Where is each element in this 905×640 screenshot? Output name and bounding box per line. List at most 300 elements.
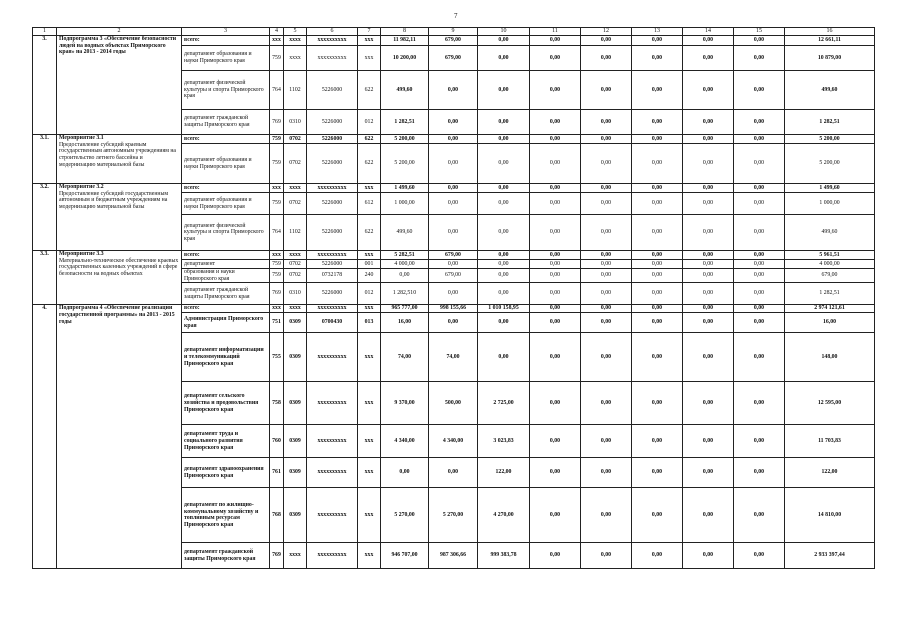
value-cell: 499,60 <box>381 71 429 110</box>
value-cell: 0,00 <box>478 333 530 382</box>
value-cell: 0,00 <box>632 135 683 144</box>
value-cell: 0,00 <box>734 251 785 260</box>
value-cell: 0,00 <box>429 215 478 251</box>
value-cell: 012 <box>358 283 381 305</box>
value-cell: 1 000,00 <box>381 193 429 215</box>
value-cell: 0,00 <box>632 382 683 425</box>
value-cell: 0,00 <box>581 488 632 543</box>
value-cell: 1102 <box>284 71 307 110</box>
value-cell: xxxx <box>284 46 307 71</box>
value-cell: 0,00 <box>429 193 478 215</box>
value-cell: 500,00 <box>429 382 478 425</box>
value-cell: 16,00 <box>785 313 875 333</box>
recipient-cell: департамент здравоохранения Приморского края <box>182 458 270 488</box>
value-cell: 0,00 <box>632 36 683 46</box>
value-cell: 0,00 <box>683 215 734 251</box>
group-total-row <box>33 251 875 260</box>
value-cell: 0,00 <box>632 333 683 382</box>
value-cell: 0,00 <box>530 313 581 333</box>
value-cell: 013 <box>358 313 381 333</box>
value-cell: 0,00 <box>429 283 478 305</box>
value-cell: 0,00 <box>632 144 683 184</box>
value-cell: 2 725,00 <box>478 382 530 425</box>
value-cell: 0732178 <box>307 269 358 283</box>
item-title: Подпрограмма 4 «Обеспечение реализации государственной программы» на 2013 - 2015 годы <box>59 305 175 325</box>
value-cell: 0,00 <box>683 135 734 144</box>
header-cell: 16 <box>785 28 875 36</box>
value-cell: 0,00 <box>632 488 683 543</box>
value-cell: 965 777,00 <box>381 305 429 313</box>
value-cell: 764 <box>270 215 284 251</box>
value-cell: 012 <box>358 110 381 135</box>
item-description <box>57 184 182 251</box>
value-cell: xxxxxxxxxx <box>307 36 358 46</box>
value-cell: 5226000 <box>307 283 358 305</box>
value-cell: xxx <box>358 251 381 260</box>
value-cell: 0,00 <box>632 305 683 313</box>
value-cell: 0,00 <box>734 543 785 569</box>
value-cell: 5226000 <box>307 71 358 110</box>
value-cell: 14 810,00 <box>785 488 875 543</box>
value-cell: 0700430 <box>307 313 358 333</box>
value-cell: 0,00 <box>478 215 530 251</box>
item-number: 4. <box>33 305 57 569</box>
value-cell: 0,00 <box>429 144 478 184</box>
item-title: Мероприятие 3.3 <box>59 251 104 257</box>
value-cell: 0,00 <box>632 458 683 488</box>
value-cell: 0,00 <box>734 269 785 283</box>
value-cell: 0,00 <box>683 260 734 269</box>
header-row <box>33 28 875 36</box>
value-cell: 0,00 <box>683 144 734 184</box>
item-description <box>57 251 182 305</box>
value-cell: 0,00 <box>581 269 632 283</box>
value-cell: 0,00 <box>683 184 734 193</box>
value-cell: 0,00 <box>478 269 530 283</box>
item-description <box>57 135 182 184</box>
value-cell: xxxxxxxxxx <box>307 251 358 260</box>
header-cell: 1 <box>33 28 57 36</box>
recipient-cell: департамент гражданской защиты Приморского края <box>182 283 270 305</box>
value-cell: 10 879,00 <box>785 46 875 71</box>
value-cell: 0,00 <box>478 110 530 135</box>
value-cell: xxxx <box>284 543 307 569</box>
value-cell: 3 023,83 <box>478 425 530 458</box>
value-cell: 0,00 <box>530 110 581 135</box>
value-cell: 0,00 <box>581 193 632 215</box>
value-cell: 0,00 <box>734 46 785 71</box>
value-cell: 0,00 <box>683 251 734 260</box>
value-cell: 5226000 <box>307 135 358 144</box>
value-cell: 0,00 <box>429 71 478 110</box>
value-cell: 0,00 <box>734 333 785 382</box>
recipient-cell: департамент образования и науки Приморского края <box>182 144 270 184</box>
value-cell: xxx <box>358 46 381 71</box>
value-cell: xxxx <box>284 36 307 46</box>
value-cell: xxxxxxxxxx <box>307 184 358 193</box>
item-details: Предоставление субсидий государственным автономным и бюджетным учреждениям на модернизацию материальной базы <box>59 190 169 210</box>
group-total-row <box>33 135 875 144</box>
value-cell: 0,00 <box>478 71 530 110</box>
value-cell: 0,00 <box>530 46 581 71</box>
value-cell: 11 982,11 <box>381 36 429 46</box>
value-cell: 0,00 <box>478 184 530 193</box>
value-cell: 11 703,83 <box>785 425 875 458</box>
value-cell: 0,00 <box>429 313 478 333</box>
value-cell: 0309 <box>284 313 307 333</box>
header-cell: 11 <box>530 28 581 36</box>
value-cell: 0,00 <box>581 215 632 251</box>
value-cell: 12 595,00 <box>785 382 875 425</box>
value-cell: 758 <box>270 382 284 425</box>
value-cell: 0,00 <box>683 313 734 333</box>
value-cell: 1 282,510 <box>381 283 429 305</box>
group-total-row <box>33 305 875 313</box>
value-cell: 0,00 <box>581 313 632 333</box>
value-cell: 0,00 <box>581 543 632 569</box>
value-cell: xxxxxxxxxx <box>307 305 358 313</box>
item-number: 3.2. <box>33 184 57 251</box>
value-cell: 5 200,00 <box>381 135 429 144</box>
recipient-cell: департамент <box>182 260 270 269</box>
value-cell: 612 <box>358 193 381 215</box>
value-cell: 769 <box>270 543 284 569</box>
value-cell: xxx <box>270 251 284 260</box>
value-cell: xxxxxxxxxx <box>307 543 358 569</box>
value-cell: xxx <box>358 333 381 382</box>
value-cell: 0,00 <box>478 36 530 46</box>
value-cell: 74,00 <box>381 333 429 382</box>
value-cell: 2 974 121,61 <box>785 305 875 313</box>
value-cell: 761 <box>270 458 284 488</box>
value-cell: 0,00 <box>530 425 581 458</box>
value-cell: 998 155,66 <box>429 305 478 313</box>
header-cell: 10 <box>478 28 530 36</box>
value-cell: 0,00 <box>381 269 429 283</box>
value-cell: 0,00 <box>381 458 429 488</box>
header-cell: 14 <box>683 28 734 36</box>
value-cell: xxx <box>358 382 381 425</box>
value-cell: 0,00 <box>530 144 581 184</box>
value-cell: 0702 <box>284 144 307 184</box>
value-cell: 5 961,51 <box>785 251 875 260</box>
value-cell: 5 270,00 <box>381 488 429 543</box>
value-cell: 0310 <box>284 283 307 305</box>
item-description <box>57 305 182 569</box>
value-cell: 4 000,00 <box>785 260 875 269</box>
value-cell: 622 <box>358 135 381 144</box>
value-cell: 0,00 <box>734 144 785 184</box>
value-cell: 622 <box>358 71 381 110</box>
value-cell: 0,00 <box>530 36 581 46</box>
value-cell: 751 <box>270 313 284 333</box>
value-cell: 0,00 <box>429 135 478 144</box>
value-cell: 499,60 <box>785 71 875 110</box>
value-cell: 759 <box>270 135 284 144</box>
value-cell: 759 <box>270 269 284 283</box>
value-cell: 1 499,60 <box>381 184 429 193</box>
value-cell: 0,00 <box>478 283 530 305</box>
value-cell: 759 <box>270 46 284 71</box>
value-cell: xxxx <box>284 184 307 193</box>
value-cell: 0,00 <box>683 425 734 458</box>
header-cell: 9 <box>429 28 478 36</box>
page-number: 7 <box>454 12 458 20</box>
value-cell: 0,00 <box>530 251 581 260</box>
value-cell: 0,00 <box>734 184 785 193</box>
value-cell: 679,00 <box>429 46 478 71</box>
recipient-cell: департамент сельского хозяйства и продовольствия Приморского края <box>182 382 270 425</box>
value-cell: 10 200,00 <box>381 46 429 71</box>
value-cell: 1 499,60 <box>785 184 875 193</box>
item-title: Мероприятие 3.2 <box>59 184 104 190</box>
value-cell: 768 <box>270 488 284 543</box>
value-cell: 0,00 <box>530 283 581 305</box>
value-cell: 74,00 <box>429 333 478 382</box>
value-cell: 0,00 <box>530 135 581 144</box>
value-cell: 0,00 <box>581 71 632 110</box>
value-cell: 5 200,00 <box>381 144 429 184</box>
value-cell: 1102 <box>284 215 307 251</box>
value-cell: 769 <box>270 283 284 305</box>
value-cell: xxxxxxxxxx <box>307 333 358 382</box>
value-cell: xxx <box>358 305 381 313</box>
value-cell: 0,00 <box>683 283 734 305</box>
value-cell: 1 282,51 <box>785 283 875 305</box>
value-cell: 0,00 <box>581 135 632 144</box>
item-number: 3.1. <box>33 135 57 184</box>
value-cell: 5226000 <box>307 193 358 215</box>
recipient-cell: всего: <box>182 184 270 193</box>
value-cell: 0,00 <box>581 382 632 425</box>
value-cell: 5226000 <box>307 110 358 135</box>
value-cell: 1 282,51 <box>785 110 875 135</box>
value-cell: 0702 <box>284 260 307 269</box>
value-cell: 0,00 <box>478 46 530 71</box>
header-cell: 2 <box>57 28 182 36</box>
recipient-cell: всего: <box>182 135 270 144</box>
value-cell: 4 340,00 <box>429 425 478 458</box>
value-cell: 0,00 <box>734 260 785 269</box>
value-cell: 0,00 <box>632 251 683 260</box>
value-cell: 0,00 <box>530 333 581 382</box>
recipient-cell: всего: <box>182 305 270 313</box>
value-cell: 0,00 <box>734 313 785 333</box>
value-cell: 0309 <box>284 458 307 488</box>
value-cell: 0,00 <box>530 269 581 283</box>
value-cell: 0702 <box>284 135 307 144</box>
value-cell: 5226000 <box>307 260 358 269</box>
value-cell: xxxx <box>284 305 307 313</box>
value-cell: 4 340,00 <box>381 425 429 458</box>
value-cell: 5226000 <box>307 144 358 184</box>
recipient-cell: департамент образования и науки Приморского края <box>182 46 270 71</box>
value-cell: 755 <box>270 333 284 382</box>
recipient-cell: департамент физической культуры и спорта Приморского края <box>182 215 270 251</box>
item-title: Мероприятие 3.1 <box>59 135 104 141</box>
value-cell: 0,00 <box>683 333 734 382</box>
value-cell: 0702 <box>284 269 307 283</box>
value-cell: 0,00 <box>734 110 785 135</box>
item-number: 3. <box>33 36 57 135</box>
value-cell: 0,00 <box>632 215 683 251</box>
value-cell: 999 383,78 <box>478 543 530 569</box>
value-cell: 0,00 <box>581 458 632 488</box>
value-cell: 0,00 <box>734 283 785 305</box>
recipient-cell: департамент информатизации и телекоммуникаций Приморского края <box>182 333 270 382</box>
value-cell: 5226000 <box>307 215 358 251</box>
value-cell: 0,00 <box>734 36 785 46</box>
value-cell: 0,00 <box>581 184 632 193</box>
recipient-cell: департамент труда и социального развития Приморского края <box>182 425 270 458</box>
value-cell: 0,00 <box>530 260 581 269</box>
value-cell: 0,00 <box>683 458 734 488</box>
value-cell: 0,00 <box>478 135 530 144</box>
value-cell: 679,00 <box>429 36 478 46</box>
value-cell: 764 <box>270 71 284 110</box>
header-cell: 12 <box>581 28 632 36</box>
value-cell: 0,00 <box>683 382 734 425</box>
value-cell: 0,00 <box>683 36 734 46</box>
value-cell: 1 000,00 <box>785 193 875 215</box>
value-cell: 679,00 <box>429 251 478 260</box>
item-details: Материально-техническое обеспечение краевых государственных казенных учреждений в сфере безопасности на водных объектах <box>59 257 179 277</box>
value-cell: xxxxxxxxxx <box>307 488 358 543</box>
value-cell: 0310 <box>284 110 307 135</box>
value-cell: xxx <box>270 36 284 46</box>
value-cell: 0,00 <box>683 488 734 543</box>
item-title: Подпрограмма 3 «Обеспечение безопасности людей на водных объектах Приморского края» на 2013 - 2014 годы <box>59 36 177 56</box>
value-cell: 16,00 <box>381 313 429 333</box>
value-cell: 0,00 <box>581 283 632 305</box>
value-cell: 0,00 <box>683 110 734 135</box>
value-cell: 759 <box>270 193 284 215</box>
value-cell: 240 <box>358 269 381 283</box>
value-cell: 1 282,51 <box>381 110 429 135</box>
value-cell: 0,00 <box>632 543 683 569</box>
item-description <box>57 36 182 135</box>
value-cell: 0,00 <box>734 215 785 251</box>
header-cell: 15 <box>734 28 785 36</box>
header-cell: 6 <box>307 28 358 36</box>
recipient-cell: департамент физической культуры и спорта Приморского края <box>182 71 270 110</box>
value-cell: 9 370,00 <box>381 382 429 425</box>
value-cell: 0309 <box>284 488 307 543</box>
value-cell: xxx <box>270 305 284 313</box>
header-cell: 3 <box>182 28 270 36</box>
value-cell: 0,00 <box>581 333 632 382</box>
value-cell: 0,00 <box>530 382 581 425</box>
value-cell: 0,00 <box>734 425 785 458</box>
value-cell: 0,00 <box>581 46 632 71</box>
header-cell: 7 <box>358 28 381 36</box>
value-cell: xxx <box>358 458 381 488</box>
value-cell: 0,00 <box>530 543 581 569</box>
value-cell: 0,00 <box>734 305 785 313</box>
value-cell: 0,00 <box>632 269 683 283</box>
value-cell: 0702 <box>284 193 307 215</box>
value-cell: 122,00 <box>785 458 875 488</box>
value-cell: 148,00 <box>785 333 875 382</box>
value-cell: 0309 <box>284 425 307 458</box>
value-cell: 0,00 <box>530 215 581 251</box>
value-cell: 0,00 <box>734 135 785 144</box>
value-cell: xxx <box>358 36 381 46</box>
value-cell: 4 000,00 <box>381 260 429 269</box>
value-cell: 0,00 <box>632 71 683 110</box>
value-cell: 5 270,00 <box>429 488 478 543</box>
value-cell: 0,00 <box>734 488 785 543</box>
value-cell: 0,00 <box>478 144 530 184</box>
value-cell: xxxxxxxxxx <box>307 382 358 425</box>
value-cell: 622 <box>358 144 381 184</box>
value-cell: 12 661,11 <box>785 36 875 46</box>
group-total-row <box>33 184 875 193</box>
value-cell: xxx <box>358 184 381 193</box>
value-cell: 760 <box>270 425 284 458</box>
header-cell: 4 <box>270 28 284 36</box>
recipient-cell: департамент гражданской защиты Приморского края <box>182 110 270 135</box>
value-cell: 0,00 <box>683 71 734 110</box>
recipient-cell: образования и науки Приморского края <box>182 269 270 283</box>
value-cell: 0,00 <box>632 313 683 333</box>
recipient-cell: Администрация Приморского края <box>182 313 270 333</box>
value-cell: 987 306,66 <box>429 543 478 569</box>
value-cell: 0309 <box>284 333 307 382</box>
value-cell: 679,00 <box>785 269 875 283</box>
value-cell: 0,00 <box>478 251 530 260</box>
value-cell: 0,00 <box>734 71 785 110</box>
value-cell: 946 707,00 <box>381 543 429 569</box>
value-cell: 0,00 <box>581 260 632 269</box>
value-cell: 0,00 <box>530 488 581 543</box>
value-cell: 122,00 <box>478 458 530 488</box>
item-details: Предоставление субсидий краевым государственным автономным учреждениям на строительство летнего бассейна и модернизацию материальной базы <box>59 141 176 168</box>
value-cell: 759 <box>270 144 284 184</box>
header-cell: 13 <box>632 28 683 36</box>
value-cell: 1 010 158,95 <box>478 305 530 313</box>
value-cell: 5 200,00 <box>785 135 875 144</box>
value-cell: 0,00 <box>632 184 683 193</box>
value-cell: 5 200,00 <box>785 144 875 184</box>
item-number: 3.3. <box>33 251 57 305</box>
value-cell: 0,00 <box>581 251 632 260</box>
value-cell: 0,00 <box>581 144 632 184</box>
value-cell: 0,00 <box>632 110 683 135</box>
value-cell: 001 <box>358 260 381 269</box>
value-cell: 759 <box>270 260 284 269</box>
value-cell: 0,00 <box>632 193 683 215</box>
value-cell: 0,00 <box>581 36 632 46</box>
value-cell: 0,00 <box>734 458 785 488</box>
value-cell: 0,00 <box>530 184 581 193</box>
recipient-cell: всего: <box>182 251 270 260</box>
recipient-cell: всего: <box>182 36 270 46</box>
value-cell: 0,00 <box>478 193 530 215</box>
value-cell: 0,00 <box>632 425 683 458</box>
value-cell: 0,00 <box>478 260 530 269</box>
value-cell: 622 <box>358 215 381 251</box>
value-cell: xxx <box>358 543 381 569</box>
value-cell: xxx <box>358 488 381 543</box>
value-cell: 5 282,51 <box>381 251 429 260</box>
group-total-row <box>33 36 875 46</box>
value-cell: 769 <box>270 110 284 135</box>
value-cell: 679,00 <box>429 269 478 283</box>
value-cell: 4 270,00 <box>478 488 530 543</box>
value-cell: 0,00 <box>429 260 478 269</box>
value-cell: xxxxxxxxxx <box>307 425 358 458</box>
